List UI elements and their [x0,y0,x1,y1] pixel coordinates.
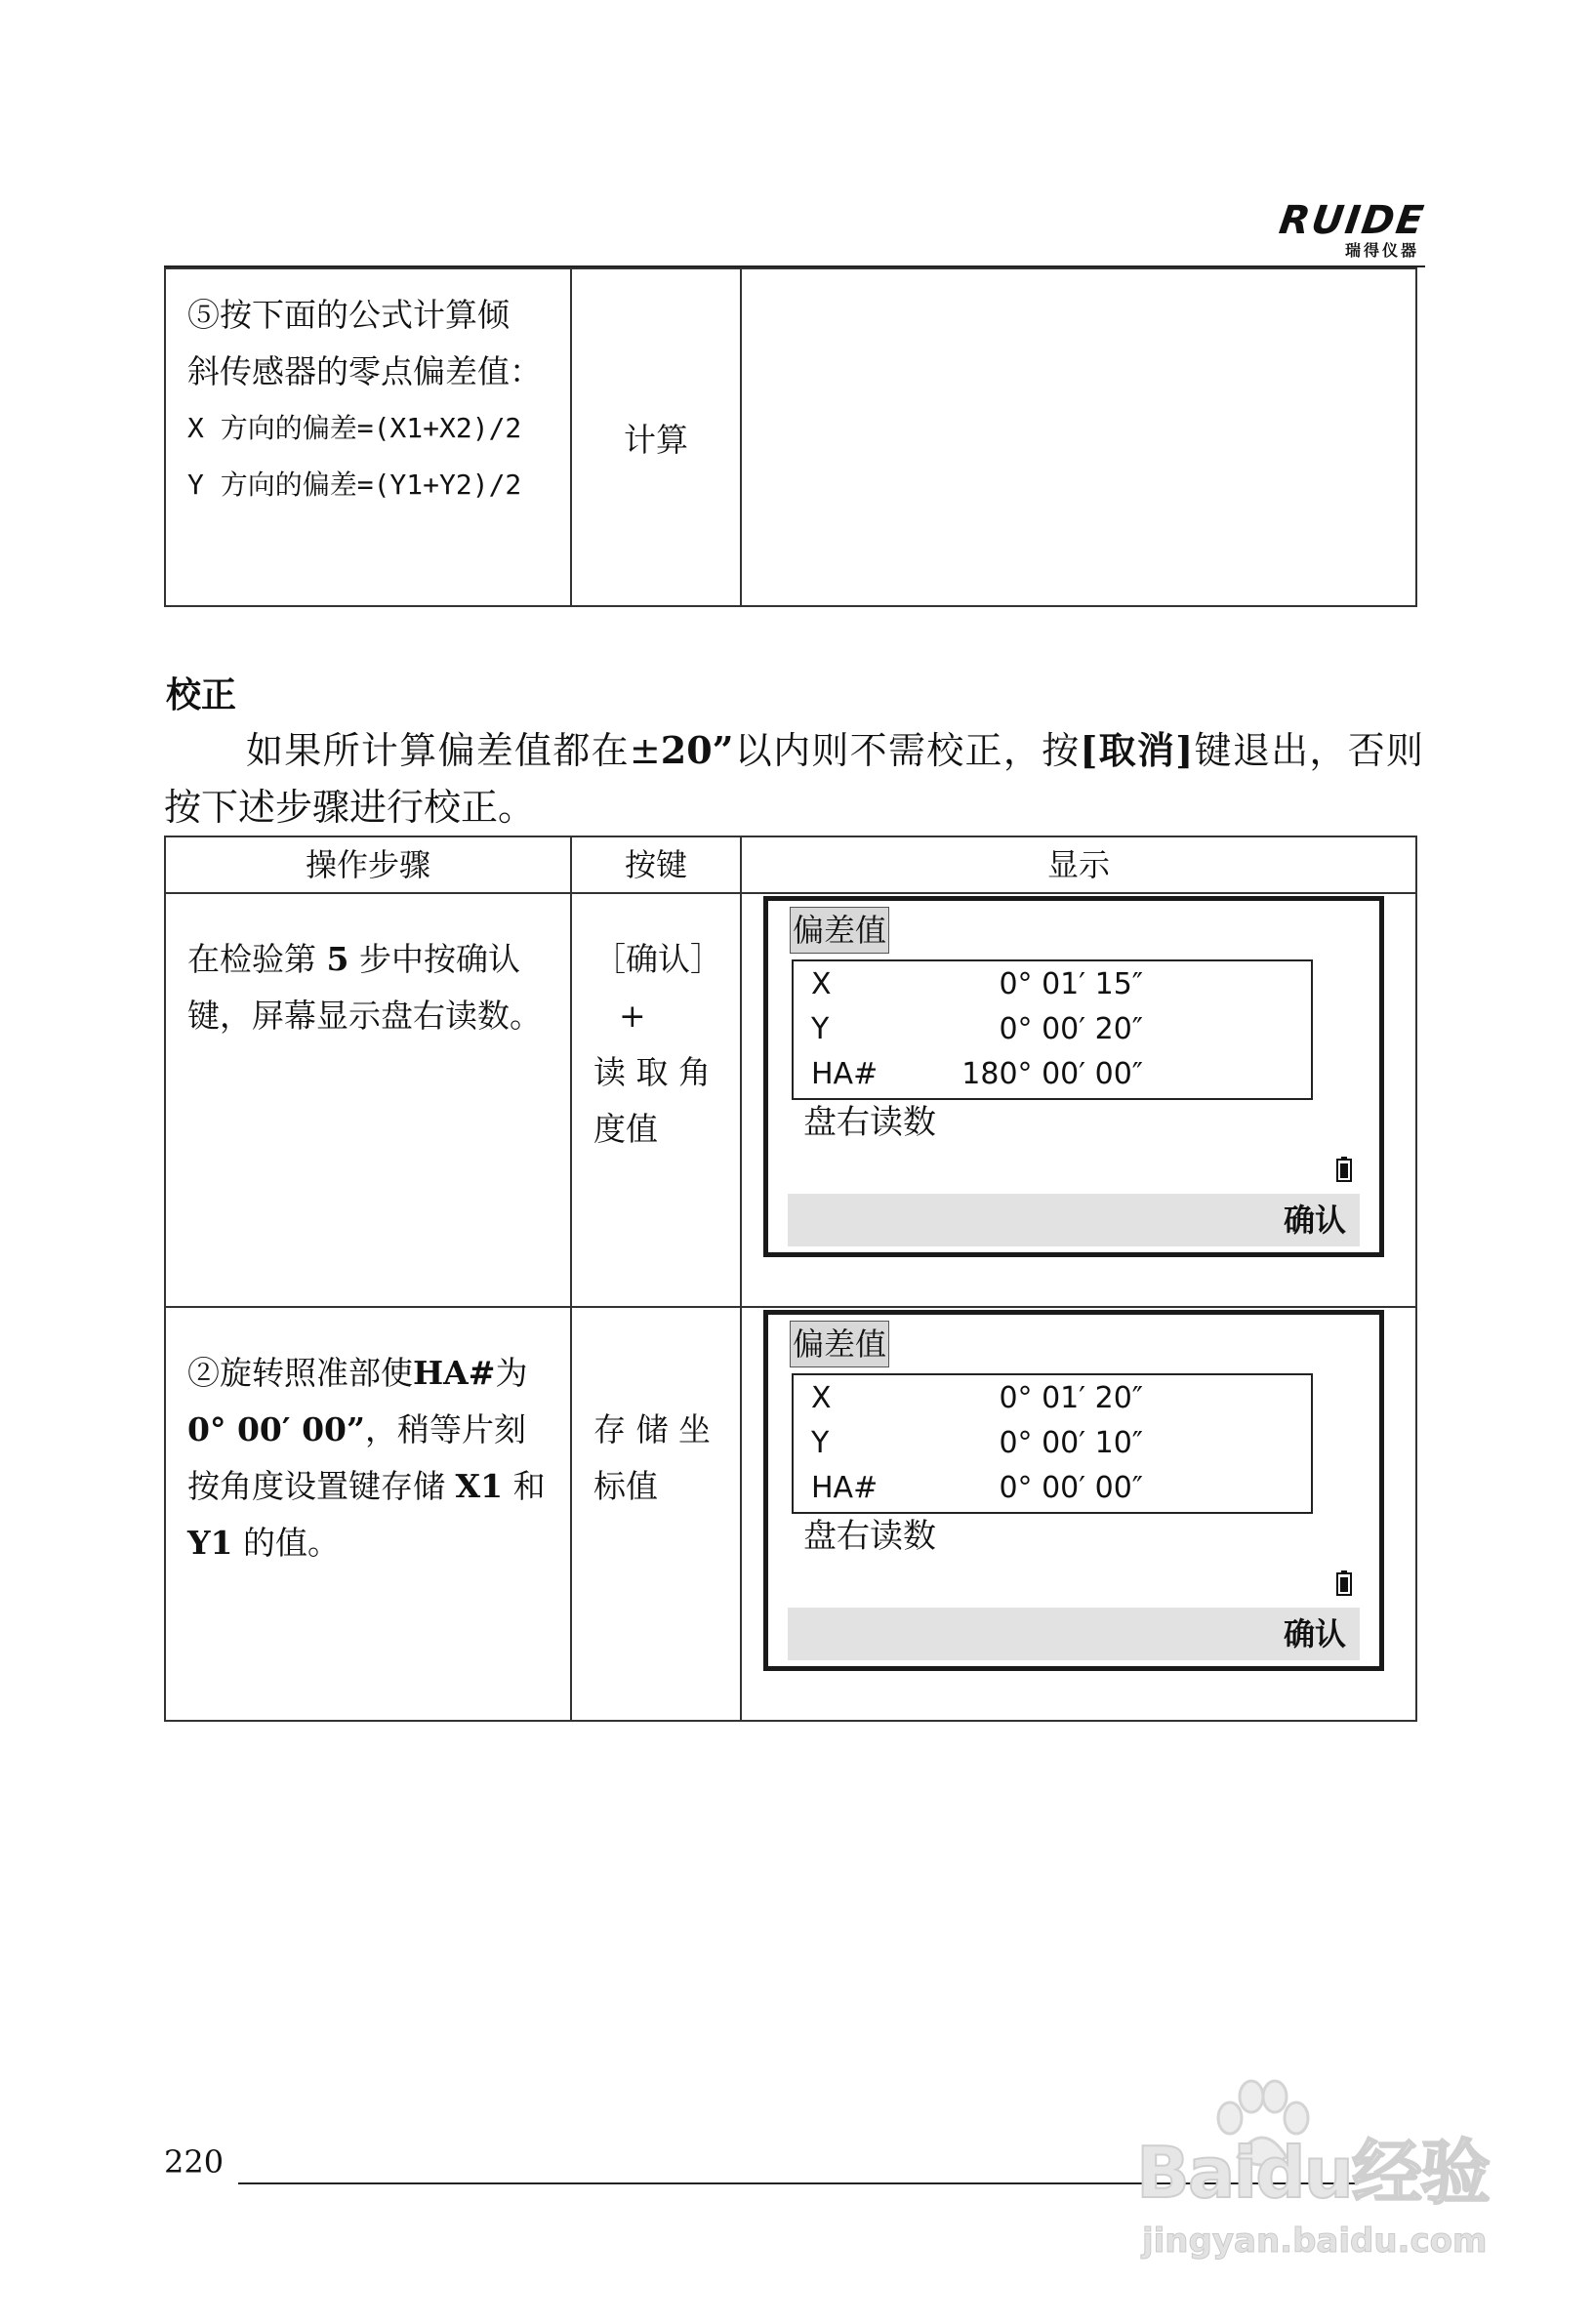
step-number: 5 [326,940,349,978]
step-cell [165,893,571,1307]
brand-logo [1269,198,1429,260]
step-line: ⑤按下面的公式计算倾 [187,296,510,334]
step-text: 步中按确认键，屏幕显示盘右读数。 [187,940,542,1035]
formula-y: Y 方向的偏差=(Y1+Y2)/2 [187,469,522,501]
lcd-label: HA# [811,1471,879,1505]
lcd-status: 盘右读数 [803,1103,936,1142]
lcd-label: Y [811,1426,830,1460]
key-read-angle: 读 取 角 [593,1053,711,1091]
key-store-coords: 存 储 坐 [593,1410,711,1448]
key-read-angle-2: 度值 [593,1110,658,1148]
lcd-label: HA# [811,1057,879,1091]
step-text: 和 [503,1467,546,1505]
lcd-row-y [811,1424,1143,1463]
step-text: 为 [495,1354,528,1392]
softkey-bar [788,1608,1360,1660]
display-cell [741,893,1416,1307]
header-step: 操作步骤 [165,836,571,893]
paragraph-text: 以内则不需校正，按 [733,729,1081,772]
lcd-readout-box [792,959,1313,1100]
formula-x: X 方向的偏差=(X1+X2)/2 [187,412,522,444]
lcd-label: Y [811,1012,830,1046]
step-text: ②旋转照准部使 [187,1354,413,1392]
key-plus: + [619,997,646,1035]
header-key: 按键 [571,836,741,893]
lcd-value: 0° 01′ 15″ [999,967,1143,1001]
lcd-value: 0° 00′ 00″ [999,1471,1143,1505]
lcd-row-x [811,1379,1143,1418]
step-line: 斜传感器的零点偏差值： [187,352,542,390]
table-row [165,893,1416,1307]
battery-icon [1336,1157,1352,1182]
key-confirm: ［确认］ [593,940,722,978]
lcd-value: 0° 00′ 10″ [999,1426,1143,1460]
lcd-screen [763,896,1384,1257]
step-bold: ° 00′ 00” [209,1410,365,1448]
lcd-value: 0° 00′ 20″ [999,1012,1143,1046]
table-row [165,1307,1416,1721]
confirm-softkey[interactable]: 确认 [1283,1615,1346,1652]
key-store-coords-2: 标值 [593,1467,658,1505]
paragraph-text: 键退出，否则按下述步骤进行校正。 [164,729,1423,829]
display-cell-empty [741,268,1416,606]
softkey-bar [788,1194,1360,1246]
lcd-screen [763,1310,1384,1671]
procedure-table-continued [164,267,1417,607]
lcd-value: 0° 01′ 20″ [999,1381,1143,1415]
paragraph-threshold: 20” [660,728,734,772]
step-cell [165,268,571,606]
paragraph-text: 如果所计算偏差值都在± [246,729,661,772]
page-number: 220 [164,2143,225,2181]
lcd-label: X [811,967,832,1001]
lcd-row-y [811,1010,1143,1049]
step-text: 的值。 [232,1524,341,1562]
lcd-title: 偏差值 [790,907,889,954]
lcd-status: 盘右读数 [803,1517,936,1556]
header-display: 显示 [741,836,1416,893]
watermark-url: jingyan.baidu.com [1142,2222,1488,2261]
battery-icon [1336,1570,1352,1596]
table-header-row [165,836,1416,893]
lcd-row-ha [811,1055,1143,1094]
key-cell [571,1307,741,1721]
paragraph-cancel-key: [取消] [1080,728,1194,772]
step-bold: HA# [413,1354,496,1392]
display-cell [741,1307,1416,1721]
watermark-logo: Baidu经验 [1136,2132,1489,2214]
lcd-row-ha [811,1469,1143,1508]
step-bold: Y1 [187,1524,233,1562]
lcd-value: 180° 00′ 00″ [961,1057,1143,1091]
key-cell [571,268,741,606]
step-bold: X1 [455,1467,504,1505]
baidu-watermark [1123,2079,1533,2274]
brand-wordmark: RUIDE [1277,198,1429,243]
key-cell [571,893,741,1307]
lcd-row-x [811,965,1143,1004]
lcd-label: X [811,1381,832,1415]
step-bold: 0 [187,1410,210,1448]
key-label: 计算 [624,420,688,459]
section-paragraph [164,722,1423,836]
section-title: 校正 [166,675,237,715]
lcd-readout-box [792,1373,1313,1514]
table-row [165,268,1416,606]
step-text: 在检验第 [187,940,327,978]
step-cell [165,1307,571,1721]
calibration-table [164,836,1417,1722]
step-text: ，稍等片刻按角度设置键存储 [187,1410,526,1505]
lcd-title: 偏差值 [790,1321,889,1367]
confirm-softkey[interactable]: 确认 [1283,1202,1346,1239]
brand-subtitle: 瑞得仪器 [1344,241,1419,260]
